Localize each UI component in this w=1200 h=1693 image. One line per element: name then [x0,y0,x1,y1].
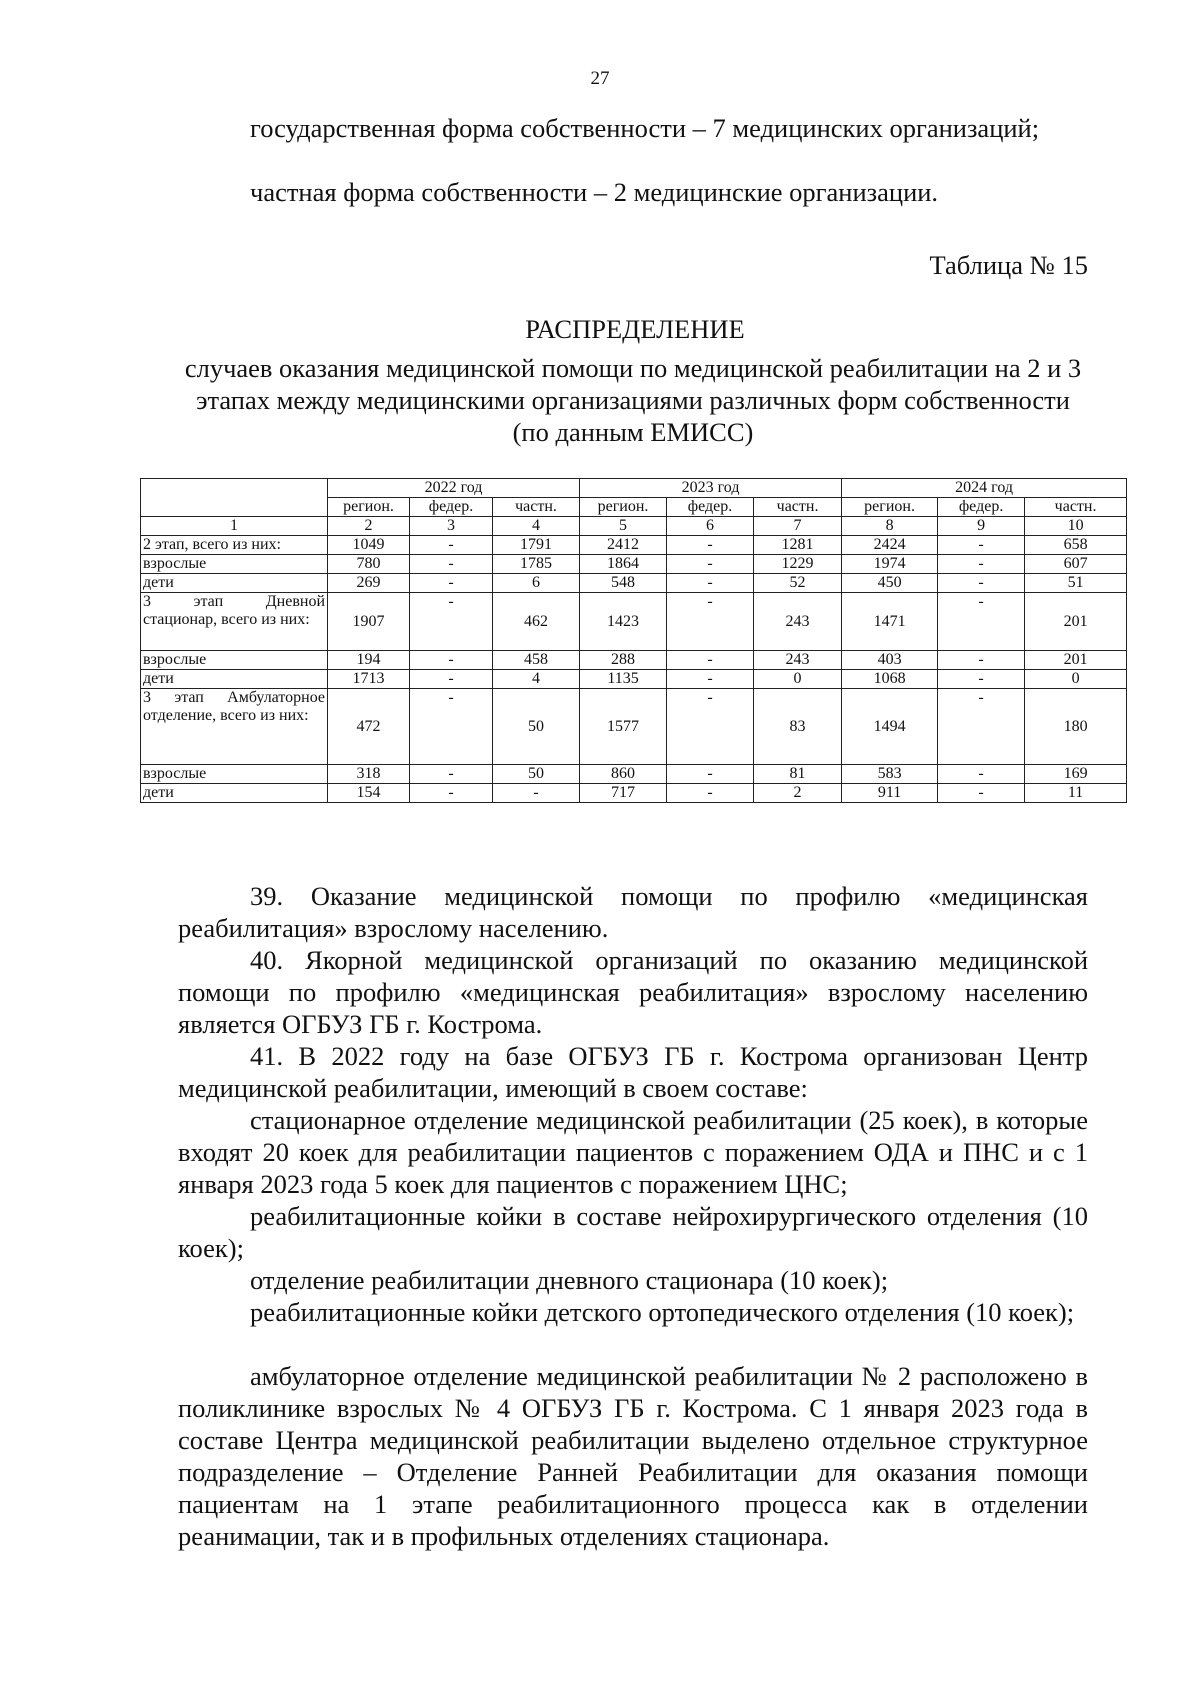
table-cell: - [410,784,493,803]
paragraph-39: 39. Оказание медицинской помощи по профилю «медицинская реабилитация» взрослому населению. [178,881,1088,943]
column-number: 4 [493,517,580,536]
table-cell: 1423 [580,593,667,651]
table-cell: 50 [493,765,580,784]
table-cell: 83 [754,689,842,765]
table-column-numbers [141,517,1127,536]
table-cell: - [667,574,754,593]
table-cell: 194 [328,651,410,670]
table-cell: 1785 [493,555,580,574]
table-row [141,536,1127,555]
table-cell: - [667,555,754,574]
table-cell: - [410,536,493,555]
table-row [141,574,1127,593]
table-cell: 6 [493,574,580,593]
corner-cell [141,479,328,517]
table-subtitle: случаев оказания медицинской помощи по медицинской реабилитации на 2 и 3 этапах между медицинскими организациями различных форм собственности (по данным ЕМИСС) [184,353,1082,447]
ownership-header: федер. [938,498,1025,517]
table-cell: - [938,784,1025,803]
table-cell: 911 [842,784,938,803]
table-cell: 403 [842,651,938,670]
table-cell: 51 [1025,574,1127,593]
table-cell: - [410,651,493,670]
table-cell: 472 [328,689,410,765]
table-cell: 1068 [842,670,938,689]
ownership-header: регион. [328,498,410,517]
table-cell: 780 [328,555,410,574]
ownership-header: регион. [842,498,938,517]
row-label: взрослые [141,651,328,670]
table-cell: - [938,765,1025,784]
distribution-table [140,478,1127,803]
column-number: 2 [328,517,410,536]
table-cell: 318 [328,765,410,784]
table-cell: - [938,651,1025,670]
table-cell: - [667,593,754,651]
row-label: дети [141,670,328,689]
table-cell: 0 [754,670,842,689]
row-label: 3 этап Амбулаторное отделение, всего из них: [141,689,328,765]
paragraph-41-neurosurgery: реабилитационные койки в составе нейрохирургического отделения (10 коек); [178,1201,1088,1263]
paragraph-40: 40. Якорной медицинской организаций по оказанию медицинской помощи по профилю «медицинская реабилитация» взрослому населению является ОГБУЗ ГБ г. Кострома. [178,945,1088,1039]
table-cell: - [410,574,493,593]
table-cell: - [938,536,1025,555]
table-cell: 1791 [493,536,580,555]
table-cell: 1713 [328,670,410,689]
table-cell: - [410,593,493,651]
table-cell: 50 [493,689,580,765]
ownership-header: федер. [667,498,754,517]
table-cell: 0 [1025,670,1127,689]
row-label: дети [141,574,328,593]
column-number: 7 [754,517,842,536]
row-label: 3 этап Дневной стационар, всего из них: [141,593,328,651]
table-cell: 11 [1025,784,1127,803]
ownership-header: федер. [410,498,493,517]
table-cell: 180 [1025,689,1127,765]
paragraph-41: 41. В 2022 году на базе ОГБУЗ ГБ г. Кострома организован Центр медицинской реабилитации, имеющий в своем составе: [178,1041,1088,1103]
paragraph-41-orthopedic: реабилитационные койки детского ортопедического отделения (10 коек); [250,1297,1075,1327]
table-cell: 450 [842,574,938,593]
table-cell: - [410,555,493,574]
ownership-header: частн. [1025,498,1127,517]
table-row [141,765,1127,784]
year-header: 2022 год [328,479,580,498]
row-label: взрослые [141,765,328,784]
table-label: Таблица № 15 [929,250,1088,280]
table-row [141,784,1127,803]
table-cell: 201 [1025,651,1127,670]
table-cell: 1974 [842,555,938,574]
ownership-header: частн. [754,498,842,517]
column-number: 1 [141,517,328,536]
table-cell: 2412 [580,536,667,555]
table-cell: 1471 [842,593,938,651]
column-number: 6 [667,517,754,536]
row-label: 2 этап, всего из них: [141,536,328,555]
table-cell: 52 [754,574,842,593]
table-cell: - [410,765,493,784]
table-cell: - [667,784,754,803]
row-label: взрослые [141,555,328,574]
table-cell: - [410,689,493,765]
table-cell: 288 [580,651,667,670]
table-cell: 1281 [754,536,842,555]
table-cell: 169 [1025,765,1127,784]
table-cell: - [938,593,1025,651]
table-cell: 658 [1025,536,1127,555]
table-cell: - [938,670,1025,689]
table-row [141,555,1127,574]
ownership-header: регион. [580,498,667,517]
column-number: 3 [410,517,493,536]
table-cell: 243 [754,593,842,651]
table-cell: 269 [328,574,410,593]
table-cell: 243 [754,651,842,670]
column-number: 10 [1025,517,1127,536]
table-cell: - [938,574,1025,593]
table-cell: 1864 [580,555,667,574]
table-cell: 548 [580,574,667,593]
table-row [141,593,1127,651]
table-cell: 2424 [842,536,938,555]
table-cell: - [667,670,754,689]
column-number: 5 [580,517,667,536]
table-body [141,536,1127,803]
table-cell: - [667,765,754,784]
paragraph-41-day-hospital: отделение реабилитации дневного стационара (10 коек); [250,1265,889,1295]
intro-paragraph-private: частная форма собственности – 2 медицинские организации. [250,177,939,207]
table-cell: 81 [754,765,842,784]
table-cell: 154 [328,784,410,803]
table-cell: 1494 [842,689,938,765]
column-number: 9 [938,517,1025,536]
year-header: 2023 год [580,479,842,498]
table-cell: - [938,555,1025,574]
intro-paragraph-state: государственная форма собственности – 7 медицинских организаций; [250,113,1040,143]
table-row [141,670,1127,689]
table-cell: - [938,689,1025,765]
table-title: РАСПРЕДЕЛЕНИЕ [525,314,745,344]
row-label: дети [141,784,328,803]
table-cell: 201 [1025,593,1127,651]
table-cell: 1135 [580,670,667,689]
table-cell: 1907 [328,593,410,651]
table-row [141,689,1127,765]
table-cell: - [667,536,754,555]
paragraph-41-inpatient: стационарное отделение медицинской реабилитации (25 коек), в которые входят 20 коек для реабилитации пациентов с поражением ОДА и ПНС и с 1 января 2023 года 5 коек для пациентов с поражением ЦНС; [178,1105,1088,1199]
table-row [141,651,1127,670]
table-cell: 583 [842,765,938,784]
table-cell: - [493,784,580,803]
table-cell: 1577 [580,689,667,765]
table-cell: 717 [580,784,667,803]
table-cell: 462 [493,593,580,651]
table-cell: 1049 [328,536,410,555]
year-header: 2024 год [842,479,1127,498]
table-cell: - [410,670,493,689]
table-cell: 458 [493,651,580,670]
table-cell: 2 [754,784,842,803]
column-number: 8 [842,517,938,536]
table-header-years [141,479,1127,498]
ownership-header: частн. [493,498,580,517]
table-cell: 1229 [754,555,842,574]
paragraph-41-outpatient: амбулаторное отделение медицинской реабилитации № 2 расположено в поликлинике взрослых № 4 ОГБУЗ ГБ г. Кострома. С 1 января 2023 года в составе Центра медицинской реабилитации выделено отдельное структурное подразделение – Отделение Ранней Реабилитации для оказания помощи пациентам на 1 этапе реабилитационного процесса как в отделении реанимации, так и в профильных отделениях стационара. [178,1361,1088,1551]
table-cell: 4 [493,670,580,689]
table-cell: - [667,689,754,765]
table-cell: - [667,651,754,670]
table-cell: 860 [580,765,667,784]
page-number: 27 [590,68,610,89]
table-cell: 607 [1025,555,1127,574]
